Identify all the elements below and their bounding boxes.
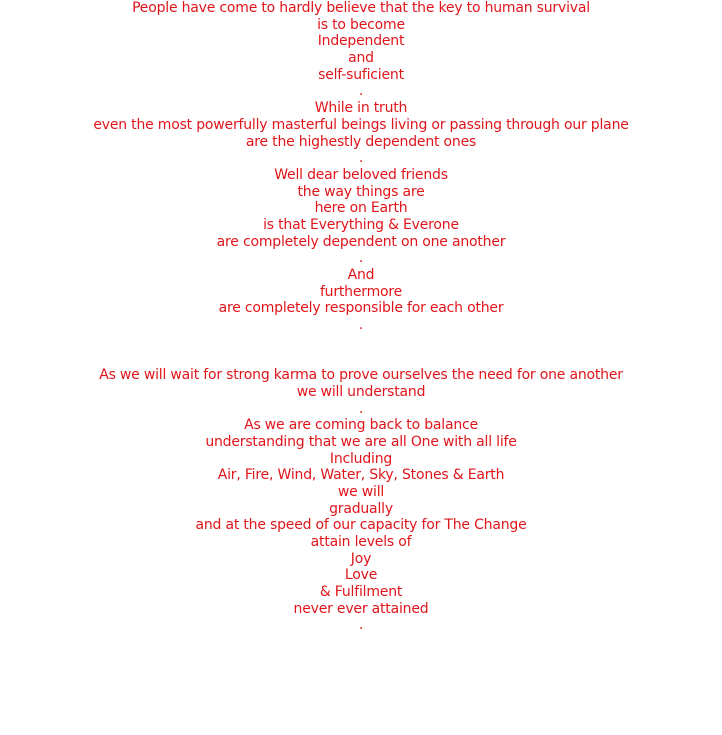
- poem-line: understanding that we are all One with all life: [205, 433, 517, 450]
- poem-line: and at the speed of our capacity for The Change: [195, 517, 527, 534]
- poem-line: are the highestly dependent ones: [245, 133, 477, 150]
- poem-line: is that Everything & Everone: [263, 216, 459, 233]
- poem-line: People have come to hardly believe that the key to human survival: [132, 0, 590, 16]
- poem-line: As we will wait for strong karma to prove ourselves the need for one another: [99, 367, 623, 384]
- poem-line: Including: [329, 450, 393, 467]
- poem-line: are completely responsible for each other: [218, 300, 504, 317]
- poem-line: gradually: [329, 500, 393, 517]
- poem-line: furthermore: [319, 283, 403, 300]
- poem-line: even the most powerfully masterful beings living or passing through our plane: [93, 116, 629, 133]
- poem-line: While in truth: [314, 100, 408, 117]
- poem-line: Joy: [350, 550, 372, 567]
- poem-line: .: [358, 250, 364, 267]
- poem-line: the way things are: [297, 183, 425, 200]
- poem-line: we will understand: [296, 383, 426, 400]
- poem-line: Well dear beloved friends: [274, 166, 448, 183]
- poem-line: & Fulfilment: [319, 584, 403, 601]
- poem-line: and: [348, 50, 374, 67]
- poem-line: are completely dependent on one another: [216, 233, 506, 250]
- poem-line: we will: [337, 483, 385, 500]
- poem-line: self-suficient: [318, 66, 404, 83]
- poem-line: Independent: [317, 33, 405, 50]
- poem-line: is to become: [317, 16, 405, 33]
- poem-line: Love: [344, 567, 378, 584]
- poem-line: .: [358, 83, 364, 100]
- poem-line: [0, 350, 722, 367]
- poem-line: .: [358, 400, 364, 417]
- poem-line: Air, Fire, Wind, Water, Sky, Stones & Earth: [217, 467, 505, 484]
- poem-line: [0, 334, 722, 351]
- poem-line: attain levels of: [310, 534, 412, 550]
- poem-line: .: [358, 617, 364, 634]
- poem-line: here on Earth: [314, 200, 408, 217]
- poem-line: .: [358, 150, 364, 167]
- poem-line: As we are coming back to balance: [244, 417, 478, 434]
- poem-line: And: [347, 267, 375, 283]
- poem-line: never ever attained: [293, 600, 429, 617]
- poem-line: .: [358, 317, 364, 334]
